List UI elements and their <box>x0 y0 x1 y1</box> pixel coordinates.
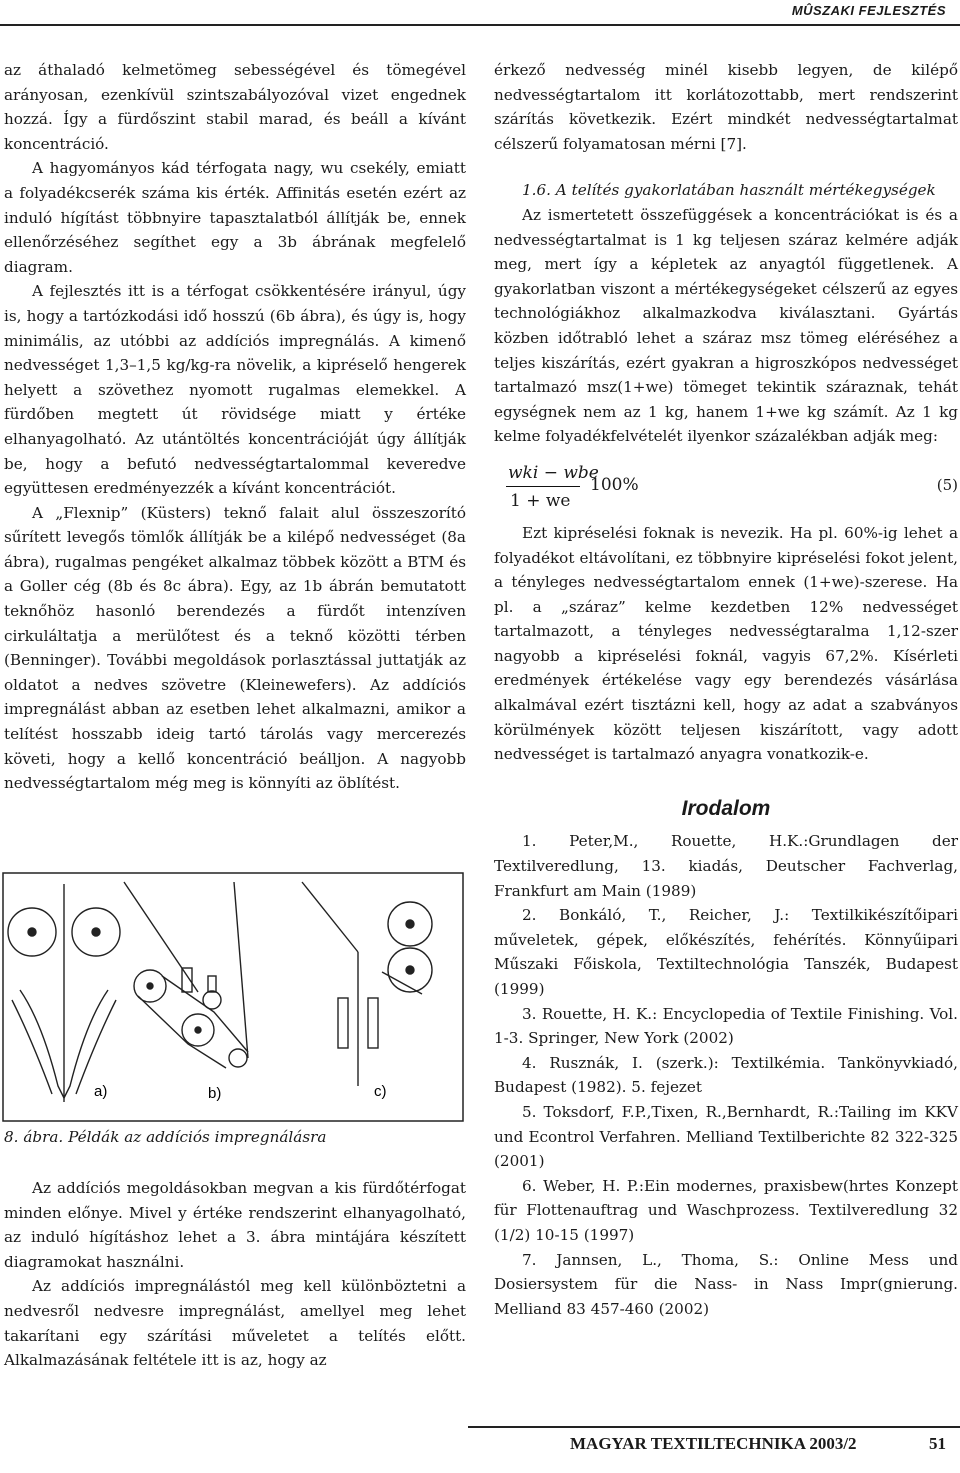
paragraph: A fejlesztés itt is a térfogat csökkentésére irányul, úgy is, hogy a tartózkodási idő hosszú (6b ábra), és úgy is, hogy minimális, az utóbbi az addíciós impregnálás. A kimenő nedvességet 1,3–1,5 kg/kg-ra növelik, a kipréselő hengerek helyett a szövethez nyomott rugalmas elemekkel. A fürdőben megtett út rövidsége miatt y értéke elhanyagolható. Az utántöltés koncentrációját úgy állítják be, hogy a befutó nedvességtartalommal keveredve együttesen eredményezzék a kívánt koncentrációt. <box>4 282 466 498</box>
paragraph: Az addíciós impregnálástól meg kell különböztetni a nedvesről nedvesre impregnálást, amellyel meg lehet takarítani egy szárítási műveletet a telítés előtt. Alkalmazásának feltétele itt is az, hogy az <box>4 1277 466 1370</box>
reference-list <box>494 829 958 1321</box>
paragraph: Az ismertetett összefüggések a koncentrációkat is és a nedvességtartalmat is 1 kg teljesen száraz kelmére adják meg, mert így a képletek az anyagtól függetlenek. A gyakorlatban viszont a mértékegységeket célszerű az egyes technológiákhoz alkalmazkodva kiválasztani. Gyártás közben időtrabló lehet a száraz msz tömeg eléréséhez a teljes kiszárítás, ezért gyakran a higroszkópos nedvességet tartalmazó msz(1+we) tömeget tekintik száraznak, tehát egységnek nem az 1 kg, hanem 1+we kg számít. Az 1 kg kelme folyadékfelvételét ilyenkor százalékban adják meg: <box>494 205 958 446</box>
equation-5 <box>494 455 958 519</box>
paragraph: A hagyományos kád térfogata nagy, wu csekély, emiatt a folyadékcserék száma kis érték. Affinitás esetén ezért az induló hígítást többnyire tapasztalatból állítják be, ennek ellenőrzéséhez segíthet egy a 3b ábrának megfelelő diagram. <box>4 159 466 276</box>
equation-denominator: 1 + we <box>510 490 571 511</box>
header-divider <box>0 24 960 26</box>
fraction-bar <box>506 486 580 488</box>
page-number: 51 <box>929 1434 946 1453</box>
footer-divider <box>468 1426 960 1428</box>
reference-item: 5. Toksdorf, F.P.,Tixen, R.,Bernhardt, R.:Tailing im KKV und Econtrol Verfahren. Melliand Textilberichte 82 322-325 (2001) <box>494 1102 958 1171</box>
right-column <box>494 58 958 1321</box>
reference-item: 1. Peter,M., Rouette, H.K.:Grundlagen der Textilveredlung, 13. kiadás, Deutscher Fachverlag, Frankfurt am Main (1989) <box>494 832 958 900</box>
left-column-bottom <box>4 1176 466 1373</box>
paragraph: érkező nedvesség minél kisebb legyen, de kilépő nedvességtartalom itt korlátozottabb, mert rendszerint szárítás következik. Ezért mindkét nedvességtartalmat célszerű folyamatosan mérni [7]. <box>494 61 958 153</box>
figure-label-c: c) <box>374 1083 387 1100</box>
reference-item: 7. Jannsen, L., Thoma, S.: Online Mess und Dosiersystem für die Nass- in Nass Impr(gnierung. Melliand 83 457-460 (2002) <box>494 1250 958 1318</box>
paragraph: Ezt kipréselési foknak is nevezik. Ha pl. 60%-ig lehet a folyadékot eltávolítani, ez többnyire kipréselési fokot jelent, a tényleges nedvességtartalom ennek (1+we)-szerese. Ha pl. a „száraz” kelme kezdetben 12% nedvességet tartalmazott, a tényleges nedvességtaralma 1,12-szer nagyobb a kipréselési foknál, vagyis 67,2%. Kísérleti eredmények értékelése vagy egy berendezés vásárlása alkalmával ezért tisztázni kell, hogy az adat a szabványos körülmények között teljesen kiszárított, vagy adott nedvességet is tartalmazó anyagra vonatkozik-e. <box>494 523 958 764</box>
running-header: MÛSZAKI FEJLESZTÉS <box>791 3 946 18</box>
reference-item: 2. Bonkáló, T., Reicher, J.: Textilkikészítőipari műveletek, gépek, előkészítés, fehérítés. Könnyűipari Műszaki Főiskola, Textiltechnológia Tanszék, Budapest (1999) <box>494 906 958 998</box>
figure-8-drawing <box>2 872 464 1122</box>
figure-label-a: a) <box>94 1083 108 1100</box>
figure-label-b: b) <box>208 1085 222 1102</box>
paragraph: az áthaladó kelmetömeg sebességével és tömegével arányosan, ezenkívül szintszabályozóval vizet engednek hozzá. Így a fürdőszint stabil marad, és beáll a kívánt koncentráció. <box>4 61 466 153</box>
equation-factor: 100% <box>590 474 639 495</box>
reference-item: 6. Weber, H. P.:Ein modernes, praxisbew(hrtes Konzept für Flottenauftrag und Waschprozess. Textilveredlung 32 (1/2) 10-15 (1997) <box>494 1176 958 1244</box>
figure-8 <box>2 872 464 1122</box>
section-heading: 1.6. A telítés gyakorlatában használt mértékegységek <box>522 181 936 200</box>
reference-item: 4. Rusznák, I. (szerk.): Textilkémia. Tankönyvkiadó, Budapest (1982). 5. fejezet <box>494 1053 958 1097</box>
equation-number: (5) <box>936 475 958 494</box>
figure-caption: 8. ábra. Példák az addíciós impregnálásra <box>4 1128 327 1146</box>
paragraph: Az addíciós megoldásokban megvan a kis fürdőtérfogat minden előnye. Mivel y értéke rendszerint elhanyagolható, az induló hígításhoz lehet a 3. ábra mintájára készített diagramokat használni. <box>4 1179 466 1271</box>
footer-journal-title: MAGYAR TEXTILTECHNIKA 2003/2 <box>570 1434 857 1453</box>
equation-numerator: wki − wbe <box>508 462 599 483</box>
left-column <box>4 58 466 796</box>
paragraph: A „Flexnip” (Küsters) teknő falait alul összeszorító sűrített levegős tömlők állítják be a kilépő nedvességet (8a ábra), rugalmas pengéket alkalmaz többek között a BTM és a Goller cég (8b és 8c ábra). Egy, az 1b ábrán bemutatott teknőhöz hasonló berendezés a fürdőt intenzíven cirkuláltatja a merülőtest és a teknő közötti térben (Benninger). További megoldások porlasztással juttatják az oldatot a nedves szövetre (Kleinewefers). Az addíciós impregnálást abban az esetben lehet alkalmazni, amikor a telítést hosszabb ideig tartó tárolás vagy mercerezés követi, hogy a kellő koncentráció beálljon. A nagyobb nedvességtartalom még meg is könnyíti az öblítést. <box>4 503 466 793</box>
references-title: Irodalom <box>681 796 771 820</box>
reference-item: 3. Rouette, H. K.: Encyclopedia of Textile Finishing. Vol. 1-3. Springer, New York (2002) <box>494 1004 958 1048</box>
